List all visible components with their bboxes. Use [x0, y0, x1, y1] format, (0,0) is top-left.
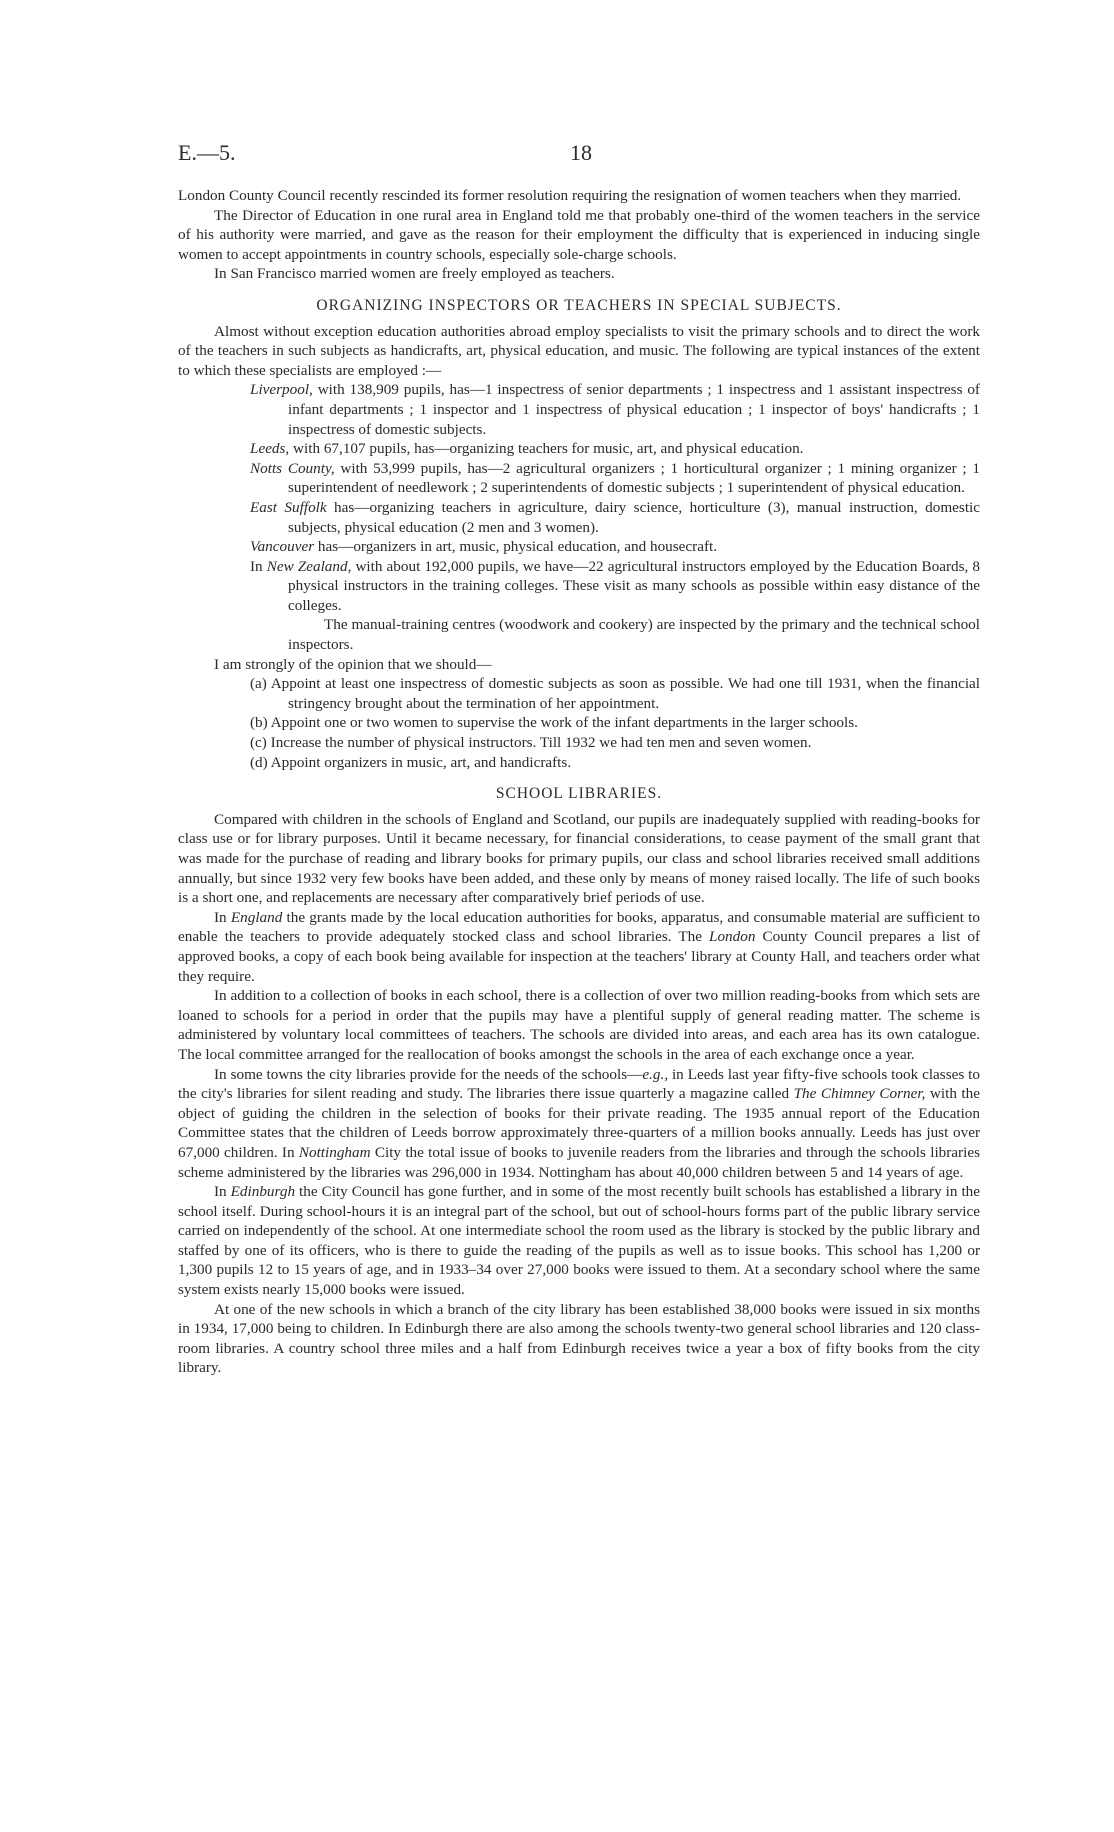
paragraph: Almost without exception education authorities abroad employ specialists to visit the primary schools and to direct the work of the teachers in such subjects as handicrafts, art, physical education, and music. The following are typical instances of the extent to which these specialists are employed :—: [178, 322, 980, 379]
example-text: with 53,999 pupils, has—2 agricultural organizers ; 1 horticultural organizer ; 1 mining organizer ; 1 superintendent of needlework ; 2 superintendents of domestic subjects ; 1 superintendent of physical education.: [288, 459, 980, 497]
paragraph: In England the grants made by the local education authorities for books, apparatus, and consumable material are sufficient to enable the teachers to provide adequately stocked class and school libraries. The London County Council prepares a list of approved books, a copy of each book being available for inspection at the teachers' library at County Hall, and teachers order what they require.: [178, 908, 980, 985]
example-item: In New Zealand, with about 192,000 pupils, we have—22 agricultural instructors employed by the Education Boards, 8 physical instructors in the training colleges. These visit as many schools as possible within easy distance of the colleges.: [250, 557, 980, 614]
place-name: Notts County,: [250, 459, 335, 477]
example-text: with 138,909 pupils, has—1 inspectress of senior departments ; 1 inspectress and 1 assistant inspectress of infant departments ; 1 inspector and 1 inspectress of physical education ; 1 inspector of boys' handicrafts ; 1 inspectress of domestic subjects.: [288, 381, 980, 438]
example-text: with about 192,000 pupils, we have—22 agricultural instructors employed by the Education Boards, 8 physical instructors in the training colleges. These visit as many schools as possible within easy distance of the colleges.: [288, 557, 980, 614]
paragraph: In some towns the city libraries provide for the needs of the schools—e.g., in Leeds last year fifty-five schools took classes to the city's libraries for silent reading and study. The libraries there issue quarterly a magazine called The Chimney Corner, with the object of guiding the children in the selection of books for their private reading. The 1935 annual report of the Education Committee states that the children of Leeds borrow approximately three-quarters of a million books annually. Leeds has just over 67,000 children. In Nottingham City the total issue of books to juvenile readers from the libraries and through the schools libraries scheme administered by the libraries was 296,000 in 1934. Nottingham has about 40,000 children between 5 and 14 years of age.: [178, 1065, 980, 1181]
place-name: Leeds,: [250, 440, 290, 458]
paragraph: In San Francisco married women are freely employed as teachers.: [214, 265, 615, 283]
suggestion-label: (c): [250, 734, 267, 752]
suggestion-label: (b): [250, 714, 268, 732]
suggestion-item: (d) Appoint organizers in music, art, and handicrafts.: [250, 753, 572, 771]
paragraph: Compared with children in the schools of England and Scotland, our pupils are inadequately supplied with reading-books for class use or for library purposes. Until it became necessary, for financial considerations, to cease payment of the small grant that was made for the purchase of reading and library books for primary pupils, our class and school libraries received small additions annually, but since 1932 very few books have been added, and these only by means of money raised locally. The life of such books is a short one, and replacements are necessary after comparatively brief periods of use.: [178, 810, 980, 907]
suggestion-item: (a) Appoint at least one inspectress of domestic subjects as soon as possible. We had one till 1931, when the financial stringency brought about the termination of her appointment.: [250, 675, 980, 712]
example-text: has—organizing teachers in agriculture, dairy science, horticulture (3), manual instruction, domestic subjects, physical education (2 men and 3 women).: [288, 498, 981, 536]
suggestion-item: (c) Increase the number of physical instructors. Till 1932 we had ten men and seven women.: [250, 734, 812, 752]
example-item: [178, 537, 980, 557]
example-item: [178, 439, 980, 459]
example-item: [178, 459, 980, 498]
place-name: Vancouver: [250, 538, 315, 556]
paragraph: The Director of Education in one rural area in England told me that probably one-third of the women teachers in the service of his authority were married, and gave as the reason for their employment the difficulty that is experienced in inducing single women to accept appointments in country schools, especially sole-charge schools.: [178, 206, 980, 263]
suggestion-label: (a): [250, 675, 267, 693]
place-name: Liverpool,: [250, 381, 313, 399]
suggestion-item: (b) Appoint one or two women to supervise the work of the infant departments in the larger schools.: [250, 714, 858, 732]
paragraph: London County Council recently rescinded its former resolution requiring the resignation of women teachers when they married.: [178, 187, 962, 204]
example-text: has—organizers in art, music, physical education, and housecraft.: [314, 538, 718, 556]
place-name: East Suffolk: [250, 498, 327, 516]
section-heading: SCHOOL LIBRARIES.: [495, 785, 663, 803]
page-number: 18: [570, 140, 592, 165]
paragraph: I am strongly of the opinion that we should—: [214, 655, 492, 673]
suggestion-label: (d): [250, 753, 268, 771]
section-heading: ORGANIZING INSPECTORS OR TEACHERS IN SPECIAL SUBJECTS.: [316, 296, 842, 314]
paragraph: At one of the new schools in which a branch of the city library has been established 38,000 books were issued in six months in 1934, 17,000 being to children. In Edinburgh there are also among the schools twenty-two general school libraries and 120 class-room libraries. A country school three miles and a half from Edinburgh receives twice a year a box of fifty books from the city library.: [178, 1300, 980, 1377]
document-body: [178, 186, 980, 1378]
paragraph: In addition to a collection of books in each school, there is a collection of over two million reading-books from which sets are loaned to schools for a period in order that the pupils may have a plentiful supply of general reading matter. The scheme is administered by voluntary local committees of teachers. The schools are divided into areas, and each area has its own catalogue. The local committee arranged for the reallocation of books amongst the schools in the area of each exchange once a year.: [178, 987, 980, 1063]
example-item: [178, 498, 980, 537]
example-note: The manual-training centres (woodwork and cookery) are inspected by the primary and the technical school inspectors.: [288, 616, 980, 654]
document-reference: E.—5.: [178, 140, 236, 165]
place-name: New Zealand,: [266, 557, 352, 575]
paragraph: In Edinburgh the City Council has gone further, and in some of the most recently built schools has established a library in the school itself. During school-hours it is an integral part of the school, but out of school-hours forms part of the public library service carried on independently of the school. At one intermediate school the room used as the library is stocked by the public library and staffed by one of its officers, who is there to guide the reading of the pupils as well as to issue books. This school has 1,200 or 1,300 pupils 12 to 15 years of age, and in 1933–34 over 27,000 books were issued to them. At a secondary school where the same system exists nearly 15,000 books were issued.: [178, 1183, 980, 1299]
example-text: with 67,107 pupils, has—organizing teachers for music, art, and physical education.: [289, 440, 804, 458]
example-item: [178, 380, 980, 439]
